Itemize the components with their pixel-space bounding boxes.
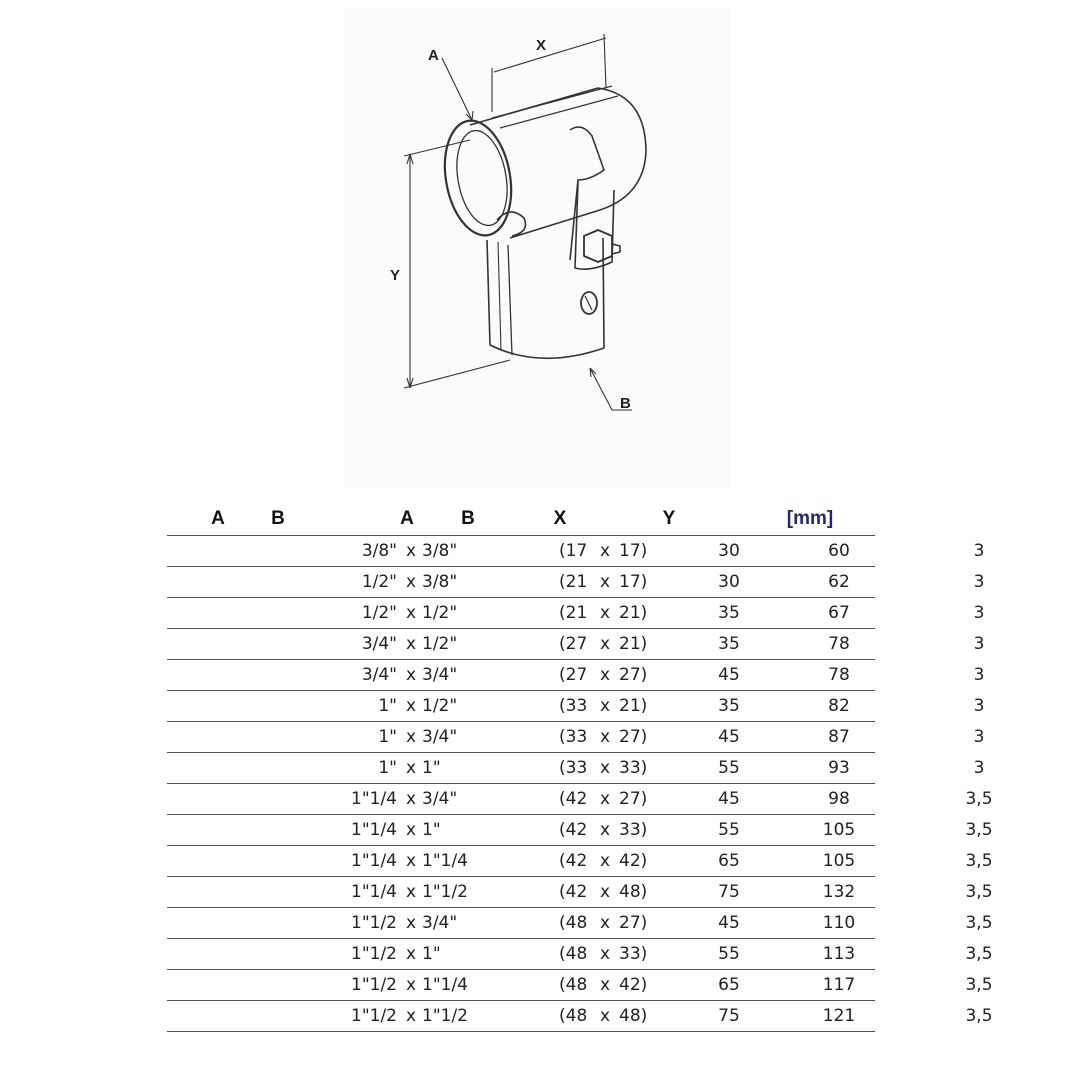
table-row bbox=[167, 722, 985, 753]
cell-separator: x bbox=[406, 882, 417, 902]
cell-separator: x bbox=[600, 789, 611, 809]
cell-x: 55 bbox=[718, 820, 740, 840]
cell-a-mm: (21 bbox=[559, 603, 588, 623]
cell-separator: x bbox=[600, 758, 611, 778]
cell-b-inch: 3/4" bbox=[422, 727, 458, 747]
cell-b-inch: 3/4" bbox=[422, 913, 458, 933]
cell-a-mm: (48 bbox=[559, 975, 588, 995]
cell-separator: x bbox=[406, 727, 417, 747]
table-row bbox=[167, 536, 985, 567]
table-row bbox=[167, 691, 985, 722]
cell-separator: x bbox=[406, 851, 417, 871]
cell-a-mm: (48 bbox=[559, 1006, 588, 1026]
cell-separator: x bbox=[406, 975, 417, 995]
cell-thickness: 3 bbox=[973, 634, 985, 654]
cell-b-mm: 21) bbox=[619, 696, 648, 716]
cell-y: 62 bbox=[828, 572, 850, 592]
cell-y: 132 bbox=[822, 882, 856, 902]
cell-separator: x bbox=[600, 634, 611, 654]
cell-x: 45 bbox=[718, 727, 740, 747]
cell-thickness: 3,5 bbox=[965, 975, 993, 995]
cell-thickness: 3,5 bbox=[965, 1006, 993, 1026]
cell-a-inch: 3/4" bbox=[361, 665, 397, 685]
cell-a-inch: 1"1/2 bbox=[351, 975, 397, 995]
cell-a-inch: 1"1/2 bbox=[351, 913, 397, 933]
cell-separator: x bbox=[600, 603, 611, 623]
table-row bbox=[167, 1001, 993, 1032]
cell-a-inch: 1" bbox=[378, 696, 397, 716]
cell-b-mm: 42) bbox=[619, 975, 648, 995]
cell-b-inch: 1/2" bbox=[422, 603, 458, 623]
cell-b-inch: 1" bbox=[422, 944, 441, 964]
label-b: B bbox=[620, 395, 631, 412]
cell-a-mm: (27 bbox=[559, 665, 588, 685]
cell-b-mm: 42) bbox=[619, 851, 648, 871]
header-x: X bbox=[553, 508, 567, 529]
cell-b-inch: 1" bbox=[422, 758, 441, 778]
cell-a-mm: (33 bbox=[559, 727, 588, 747]
cell-b-mm: 17) bbox=[619, 541, 648, 561]
table-row bbox=[167, 629, 985, 660]
cell-thickness: 3,5 bbox=[965, 944, 993, 964]
cell-b-inch: 1"1/4 bbox=[422, 975, 468, 995]
cell-thickness: 3,5 bbox=[965, 913, 993, 933]
cell-separator: x bbox=[600, 913, 611, 933]
cell-a-inch: 1"1/4 bbox=[351, 882, 397, 902]
cell-x: 35 bbox=[718, 634, 740, 654]
header-y: Y bbox=[662, 508, 676, 529]
cell-a-mm: (48 bbox=[559, 944, 588, 964]
cell-y: 105 bbox=[822, 820, 856, 840]
header-unit: [mm] bbox=[786, 508, 834, 529]
cell-y: 82 bbox=[828, 696, 850, 716]
cell-a-mm: (48 bbox=[559, 913, 588, 933]
label-x: X bbox=[536, 37, 547, 54]
table-row bbox=[167, 753, 985, 784]
cell-b-inch: 1" bbox=[422, 820, 441, 840]
cell-b-inch: 1"1/2 bbox=[422, 882, 468, 902]
cell-x: 45 bbox=[718, 665, 740, 685]
cell-separator: x bbox=[406, 913, 417, 933]
cell-x: 45 bbox=[718, 789, 740, 809]
cell-a-mm: (42 bbox=[559, 789, 588, 809]
cell-separator: x bbox=[406, 665, 417, 685]
cell-a-mm: (33 bbox=[559, 758, 588, 778]
cell-b-mm: 27) bbox=[619, 727, 648, 747]
cell-b-mm: 33) bbox=[619, 944, 648, 964]
cell-a-inch: 1"1/2 bbox=[351, 1006, 397, 1026]
cell-x: 65 bbox=[718, 851, 740, 871]
cell-y: 67 bbox=[828, 603, 850, 623]
cell-a-inch: 3/4" bbox=[361, 634, 397, 654]
cell-separator: x bbox=[406, 634, 417, 654]
cell-x: 65 bbox=[718, 975, 740, 995]
cell-a-mm: (33 bbox=[559, 696, 588, 716]
table-row bbox=[167, 908, 993, 939]
table-body bbox=[167, 536, 993, 1032]
cell-x: 75 bbox=[718, 882, 740, 902]
cell-thickness: 3,5 bbox=[965, 851, 993, 871]
cell-y: 78 bbox=[828, 665, 850, 685]
cell-separator: x bbox=[600, 727, 611, 747]
cell-b-inch: 1/2" bbox=[422, 634, 458, 654]
cell-separator: x bbox=[600, 696, 611, 716]
cell-separator: x bbox=[406, 572, 417, 592]
table-row bbox=[167, 970, 993, 1001]
cell-b-inch: 3/8" bbox=[422, 541, 458, 561]
cell-separator: x bbox=[406, 944, 417, 964]
header-a-mm: A bbox=[400, 508, 414, 529]
cell-x: 75 bbox=[718, 1006, 740, 1026]
table-row bbox=[167, 939, 993, 970]
cell-b-mm: 48) bbox=[619, 1006, 648, 1026]
cell-b-mm: 33) bbox=[619, 758, 648, 778]
cell-x: 35 bbox=[718, 696, 740, 716]
table-row bbox=[167, 598, 985, 629]
cell-separator: x bbox=[406, 603, 417, 623]
cell-a-inch: 1" bbox=[378, 727, 397, 747]
cell-y: 93 bbox=[828, 758, 850, 778]
cell-a-mm: (27 bbox=[559, 634, 588, 654]
cell-separator: x bbox=[600, 1006, 611, 1026]
cell-separator: x bbox=[406, 820, 417, 840]
cell-thickness: 3 bbox=[973, 665, 985, 685]
header-b-inch: B bbox=[271, 508, 285, 529]
cell-a-inch: 1"1/4 bbox=[351, 789, 397, 809]
cell-b-inch: 3/4" bbox=[422, 789, 458, 809]
tee-clamp-illustration bbox=[345, 8, 730, 488]
table-row bbox=[167, 784, 993, 815]
cell-thickness: 3 bbox=[973, 603, 985, 623]
cell-y: 105 bbox=[822, 851, 856, 871]
cell-separator: x bbox=[406, 758, 417, 778]
table-row bbox=[167, 567, 985, 598]
cell-separator: x bbox=[600, 851, 611, 871]
cell-thickness: 3,5 bbox=[965, 882, 993, 902]
cell-a-mm: (42 bbox=[559, 882, 588, 902]
cell-a-inch: 1"1/4 bbox=[351, 820, 397, 840]
cell-a-inch: 1"1/4 bbox=[351, 851, 397, 871]
table-row bbox=[167, 877, 993, 908]
cell-thickness: 3 bbox=[973, 727, 985, 747]
table-row bbox=[167, 846, 993, 877]
cell-y: 121 bbox=[822, 1006, 856, 1026]
cell-x: 45 bbox=[718, 913, 740, 933]
cell-y: 117 bbox=[822, 975, 856, 995]
cell-b-inch: 3/8" bbox=[422, 572, 458, 592]
cell-thickness: 3 bbox=[973, 541, 985, 561]
cell-x: 55 bbox=[718, 758, 740, 778]
cell-b-inch: 1/2" bbox=[422, 696, 458, 716]
cell-a-inch: 1" bbox=[378, 758, 397, 778]
cell-b-mm: 21) bbox=[619, 603, 648, 623]
cell-separator: x bbox=[406, 541, 417, 561]
cell-b-mm: 21) bbox=[619, 634, 648, 654]
cell-a-inch: 1"1/2 bbox=[351, 944, 397, 964]
cell-y: 87 bbox=[828, 727, 850, 747]
cell-b-mm: 27) bbox=[619, 913, 648, 933]
cell-y: 98 bbox=[828, 789, 850, 809]
cell-a-inch: 1/2" bbox=[361, 572, 397, 592]
header-a-inch: A bbox=[211, 508, 225, 529]
cell-b-mm: 48) bbox=[619, 882, 648, 902]
cell-thickness: 3,5 bbox=[965, 789, 993, 809]
cell-x: 30 bbox=[718, 572, 740, 592]
cell-separator: x bbox=[600, 975, 611, 995]
label-y: Y bbox=[390, 267, 401, 284]
cell-thickness: 3 bbox=[973, 572, 985, 592]
cell-thickness: 3 bbox=[973, 696, 985, 716]
cell-separator: x bbox=[406, 1006, 417, 1026]
cell-a-mm: (21 bbox=[559, 572, 588, 592]
cell-b-mm: 27) bbox=[619, 789, 648, 809]
cell-y: 110 bbox=[822, 913, 856, 933]
cell-b-inch: 1"1/2 bbox=[422, 1006, 468, 1026]
table-row bbox=[167, 660, 985, 691]
cell-b-inch: 1"1/4 bbox=[422, 851, 468, 871]
cell-x: 55 bbox=[718, 944, 740, 964]
cell-x: 30 bbox=[718, 541, 740, 561]
cell-separator: x bbox=[600, 572, 611, 592]
dimensions-table bbox=[167, 505, 993, 1032]
cell-y: 78 bbox=[828, 634, 850, 654]
cell-separator: x bbox=[600, 820, 611, 840]
cell-separator: x bbox=[406, 696, 417, 716]
cell-a-inch: 1/2" bbox=[361, 603, 397, 623]
table-row bbox=[167, 815, 993, 846]
cell-b-mm: 27) bbox=[619, 665, 648, 685]
table-header bbox=[167, 505, 875, 536]
cell-b-mm: 17) bbox=[619, 572, 648, 592]
header-b-mm: B bbox=[461, 508, 475, 529]
cell-separator: x bbox=[600, 882, 611, 902]
cell-x: 35 bbox=[718, 603, 740, 623]
cell-separator: x bbox=[600, 541, 611, 561]
fitting-drawing bbox=[345, 8, 730, 488]
cell-a-inch: 3/8" bbox=[361, 541, 397, 561]
cell-a-mm: (42 bbox=[559, 820, 588, 840]
cell-separator: x bbox=[406, 789, 417, 809]
cell-b-inch: 3/4" bbox=[422, 665, 458, 685]
cell-b-mm: 33) bbox=[619, 820, 648, 840]
cell-a-mm: (17 bbox=[559, 541, 588, 561]
cell-a-mm: (42 bbox=[559, 851, 588, 871]
cell-separator: x bbox=[600, 944, 611, 964]
cell-thickness: 3 bbox=[973, 758, 985, 778]
label-a: A bbox=[428, 47, 439, 64]
cell-y: 113 bbox=[822, 944, 856, 964]
cell-thickness: 3,5 bbox=[965, 820, 993, 840]
cell-y: 60 bbox=[828, 541, 850, 561]
cell-separator: x bbox=[600, 665, 611, 685]
